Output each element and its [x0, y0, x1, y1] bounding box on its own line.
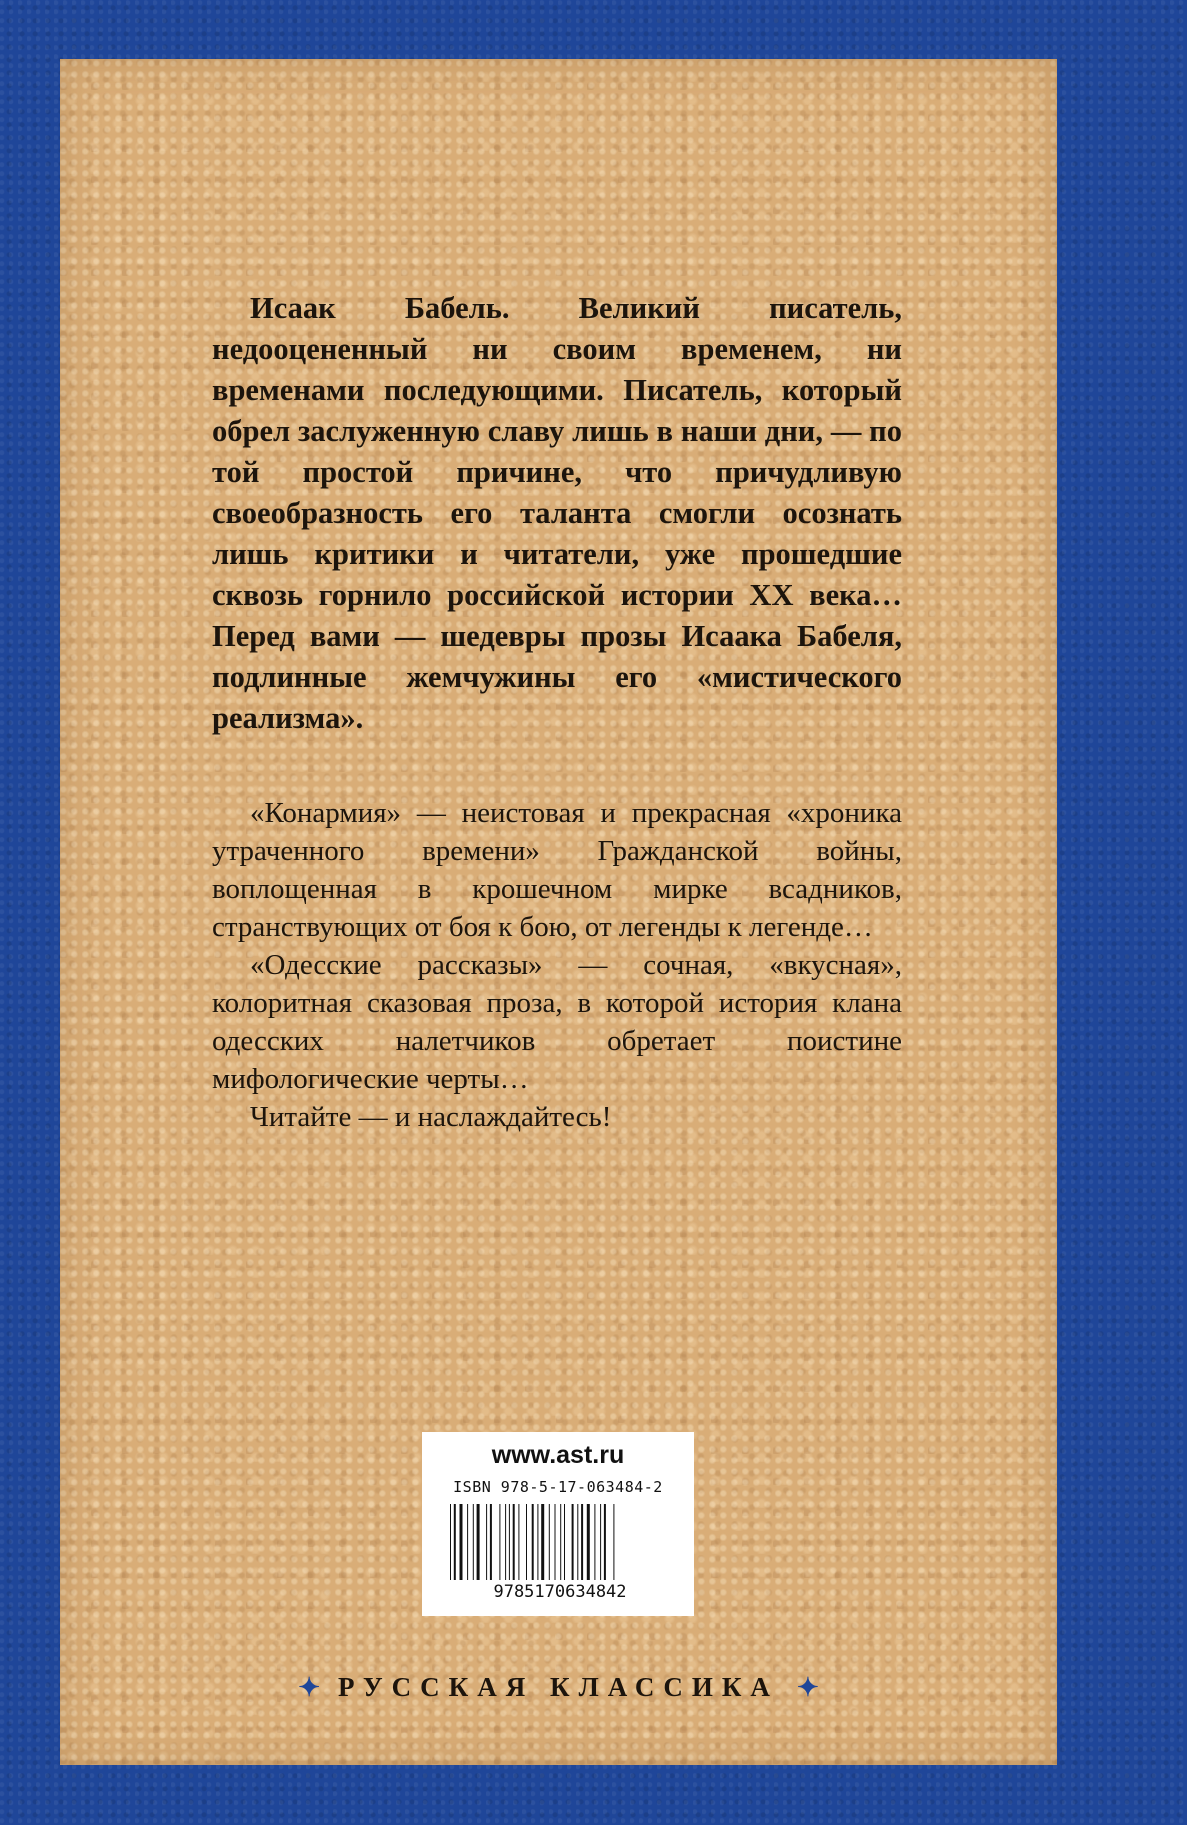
barcode-bar: [613, 1504, 614, 1580]
barcode-bar: [490, 1504, 492, 1580]
barcode-bar: [587, 1504, 590, 1580]
barcode-bar: [564, 1504, 565, 1580]
barcode-bar: [499, 1504, 500, 1580]
barcode-bar: [537, 1504, 538, 1580]
barcode-bar: [560, 1504, 561, 1580]
barcode-bar: [581, 1504, 583, 1580]
paragraph-konarmiya: «Конармия» — неистовая и прекрасная «хроника утраченного времени» Гражданской войны, воплощенная в крошечном мирке всадников, странствующих от боя к бою, от легенды к легенде…: [212, 797, 902, 943]
barcode-bar: [450, 1504, 451, 1580]
barcode-bar: [454, 1504, 456, 1580]
barcode-bar: [572, 1504, 574, 1580]
barcode-bar: [513, 1504, 515, 1580]
barcode-bar: [532, 1504, 534, 1580]
barcode-bar: [467, 1504, 468, 1580]
barcode-bar: [460, 1504, 463, 1580]
barcode-bar: [505, 1504, 506, 1580]
barcode-bar: [477, 1504, 480, 1580]
barcode-graphic: [446, 1504, 674, 1600]
barcode-bar: [549, 1504, 550, 1580]
barcode-bar: [509, 1504, 510, 1580]
series-title: [60, 1672, 1057, 1703]
barcode-digits: 9785170634842: [493, 1582, 627, 1600]
barcode-bar: [541, 1504, 544, 1580]
annotation-bold-paragraph: Исаак Бабель. Великий писатель, недооцененный ни своим временем, ни временами последующими. Писатель, который обрел заслуженную славу лишь в наши дни, — по той простой причине, что причудливую своеобразность его таланта смогли осознать лишь критики и читатели, уже прошедшие сквозь горнило российской истории XX века… Перед вами — шедевры прозы Исаака Бабеля, подлинные жемчужины его «мистического реализма».: [212, 291, 902, 735]
paragraph-odessa-stories: «Одесские рассказы» — сочная, «вкусная», колоритная сказовая проза, в которой история клана одесских налетчиков обретает поистине мифологические черты…: [212, 949, 902, 1095]
left-ornament-icon: ✦: [298, 1673, 321, 1702]
publisher-url: www.ast.ru: [491, 1441, 625, 1469]
barcode-bar: [604, 1504, 606, 1580]
barcode-bar: [600, 1504, 601, 1580]
barcode-box: [422, 1432, 694, 1616]
series-label: РУССКАЯ КЛАССИКА: [338, 1672, 779, 1702]
barcode-bar: [526, 1504, 527, 1580]
barcode-bar: [555, 1504, 556, 1580]
barcode-bar: [473, 1504, 474, 1580]
isbn-number: ISBN 978-5-17-063484-2: [453, 1478, 663, 1496]
barcode-bar: [486, 1504, 487, 1580]
barcode-bar: [577, 1504, 578, 1580]
barcode-bar: [594, 1504, 595, 1580]
barcode-bar: [518, 1504, 519, 1580]
paragraph-closing: Читайте — и наслаждайтесь!: [250, 1101, 612, 1133]
annotation-text: [212, 288, 902, 1136]
right-ornament-icon: ✦: [796, 1673, 819, 1702]
